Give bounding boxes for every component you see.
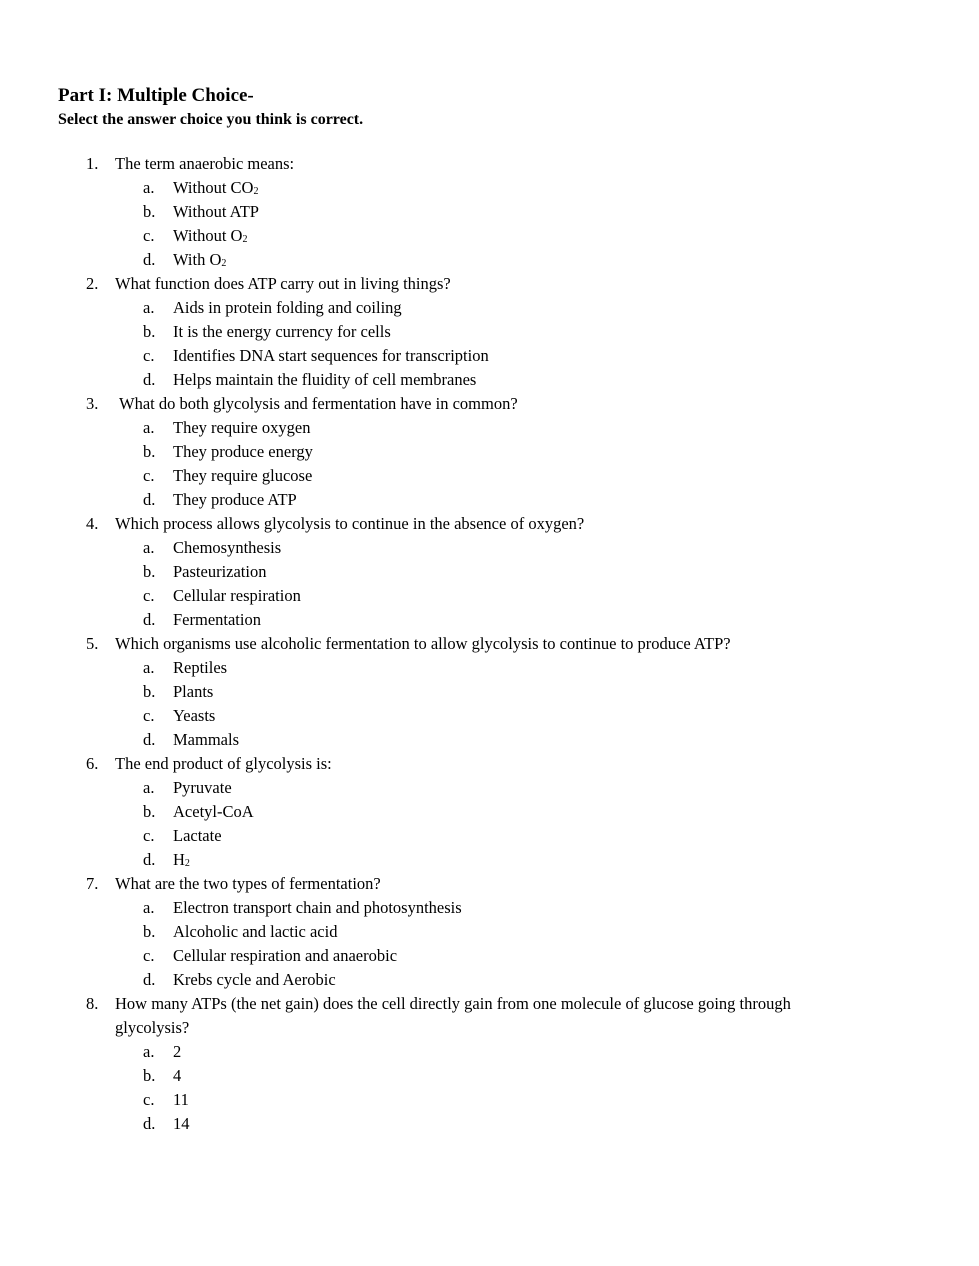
option-letter: a. <box>143 298 155 317</box>
option-letter: b. <box>143 1066 156 1085</box>
option-text: 11 <box>173 1090 189 1109</box>
question-number: 3. <box>86 394 99 413</box>
option-letter: b. <box>143 802 156 821</box>
option-subscript: 2 <box>253 186 259 197</box>
option-letter: d. <box>143 610 156 629</box>
option-letter: b. <box>143 922 156 941</box>
option-letter: c. <box>143 586 155 605</box>
option-letter: b. <box>143 562 156 581</box>
answer-option[interactable] <box>0 368 979 392</box>
option-letter: b. <box>143 202 156 221</box>
option-letter: c. <box>143 706 155 725</box>
answer-option[interactable] <box>0 584 979 608</box>
option-text: They produce energy <box>173 442 313 461</box>
option-text: Lactate <box>173 826 222 845</box>
answer-option[interactable] <box>0 704 979 728</box>
question-text: Which organisms use alcoholic fermentation to allow glycolysis to continue to produce ATP? <box>115 634 731 653</box>
answer-option[interactable] <box>0 536 979 560</box>
option-letter: a. <box>143 1042 155 1061</box>
option-text: Yeasts <box>173 706 216 725</box>
answer-option[interactable] <box>0 920 979 944</box>
option-letter: c. <box>143 226 155 245</box>
answer-option[interactable] <box>0 1040 979 1064</box>
option-letter: b. <box>143 322 156 341</box>
option-letter: c. <box>143 466 155 485</box>
option-letter: a. <box>143 778 155 797</box>
question-text: The end product of glycolysis is: <box>115 754 332 773</box>
option-text: Cellular respiration and anaerobic <box>173 946 398 965</box>
option-text: Without O <box>173 226 243 245</box>
question-text: The term anaerobic means: <box>115 154 295 173</box>
option-text: Fermentation <box>173 610 261 629</box>
answer-option[interactable] <box>0 224 979 248</box>
question-6 <box>0 752 979 872</box>
answer-option[interactable] <box>0 776 979 800</box>
option-text: 14 <box>173 1114 190 1133</box>
question-text: Which process allows glycolysis to continue in the absence of oxygen? <box>115 514 585 533</box>
part-title: Part I: Multiple Choice- <box>58 85 254 106</box>
option-text: 2 <box>173 1042 182 1061</box>
option-letter: a. <box>143 898 155 917</box>
answer-option[interactable] <box>0 848 979 872</box>
answer-option[interactable] <box>0 416 979 440</box>
option-letter: a. <box>143 178 155 197</box>
option-letter: c. <box>143 1090 155 1109</box>
option-text: Plants <box>173 682 214 701</box>
option-letter: d. <box>143 730 156 749</box>
option-text: Without CO <box>173 178 254 197</box>
question-8 <box>0 992 979 1136</box>
option-text: Helps maintain the fluidity of cell membranes <box>173 370 477 389</box>
option-text: They require oxygen <box>173 418 311 437</box>
option-text: Pyruvate <box>173 778 232 797</box>
option-letter: b. <box>143 442 156 461</box>
option-text: They require glucose <box>173 466 313 485</box>
instructions: Select the answer choice you think is correct. <box>58 111 364 128</box>
answer-option[interactable] <box>0 896 979 920</box>
option-text: Cellular respiration <box>173 586 301 605</box>
option-text: 4 <box>173 1066 182 1085</box>
question-4 <box>0 512 979 632</box>
option-text: H <box>173 850 185 869</box>
question-text-continuation: glycolysis? <box>115 1018 190 1037</box>
question-1 <box>0 152 979 272</box>
question-number: 4. <box>86 514 99 533</box>
question-list <box>0 152 979 1136</box>
question-number: 1. <box>86 154 99 173</box>
answer-option[interactable] <box>0 1112 979 1136</box>
question-number: 8. <box>86 994 99 1013</box>
option-letter: d. <box>143 250 156 269</box>
answer-option[interactable] <box>0 296 979 320</box>
answer-option[interactable] <box>0 560 979 584</box>
option-text: Aids in protein folding and coiling <box>173 298 402 317</box>
option-letter: d. <box>143 850 156 869</box>
option-text: It is the energy currency for cells <box>173 322 391 341</box>
option-subscript: 2 <box>184 858 190 869</box>
answer-option[interactable] <box>0 680 979 704</box>
option-text: Krebs cycle and Aerobic <box>173 970 336 989</box>
question-2 <box>0 272 979 392</box>
question-7 <box>0 872 979 992</box>
option-letter: b. <box>143 682 156 701</box>
answer-option[interactable] <box>0 824 979 848</box>
answer-option[interactable] <box>0 656 979 680</box>
option-letter: c. <box>143 946 155 965</box>
question-number: 6. <box>86 754 99 773</box>
answer-option[interactable] <box>0 728 979 752</box>
option-letter: a. <box>143 538 155 557</box>
option-letter: d. <box>143 1114 156 1133</box>
option-letter: a. <box>143 658 155 677</box>
option-text: Alcoholic and lactic acid <box>173 922 338 941</box>
option-text: Mammals <box>173 730 239 749</box>
option-subscript: 2 <box>242 234 248 245</box>
answer-option[interactable] <box>0 488 979 512</box>
option-text: Electron transport chain and photosynthesis <box>173 898 462 917</box>
answer-option[interactable] <box>0 248 979 272</box>
answer-option[interactable] <box>0 176 979 200</box>
question-number: 5. <box>86 634 99 653</box>
answer-option[interactable] <box>0 200 979 224</box>
question-text: What function does ATP carry out in living things? <box>115 274 451 293</box>
option-text: Reptiles <box>173 658 228 677</box>
answer-option[interactable] <box>0 320 979 344</box>
option-letter: d. <box>143 490 156 509</box>
answer-option[interactable] <box>0 968 979 992</box>
option-letter: c. <box>143 826 155 845</box>
option-text: With O <box>173 250 222 269</box>
option-letter: d. <box>143 370 156 389</box>
option-letter: c. <box>143 346 155 365</box>
question-text: What are the two types of fermentation? <box>115 874 381 893</box>
option-subscript: 2 <box>221 258 227 269</box>
answer-option[interactable] <box>0 464 979 488</box>
answer-option[interactable] <box>0 1088 979 1112</box>
answer-option[interactable] <box>0 944 979 968</box>
question-text: How many ATPs (the net gain) does the cell directly gain from one molecule of glucose going through <box>115 994 791 1013</box>
option-text: They produce ATP <box>173 490 297 509</box>
question-3 <box>0 392 979 512</box>
answer-option[interactable] <box>0 1064 979 1088</box>
option-letter: d. <box>143 970 156 989</box>
question-text: What do both glycolysis and fermentation have in common? <box>119 394 518 413</box>
answer-option[interactable] <box>0 440 979 464</box>
option-letter: a. <box>143 418 155 437</box>
option-text: Acetyl-CoA <box>173 802 254 821</box>
option-text: Pasteurization <box>173 562 267 581</box>
option-text: Chemosynthesis <box>173 538 282 557</box>
question-number: 7. <box>86 874 99 893</box>
question-number: 2. <box>86 274 99 293</box>
question-5 <box>0 632 979 752</box>
option-text: Without ATP <box>173 202 259 221</box>
answer-option[interactable] <box>0 344 979 368</box>
answer-option[interactable] <box>0 608 979 632</box>
option-text: Identifies DNA start sequences for transcription <box>173 346 489 365</box>
answer-option[interactable] <box>0 800 979 824</box>
